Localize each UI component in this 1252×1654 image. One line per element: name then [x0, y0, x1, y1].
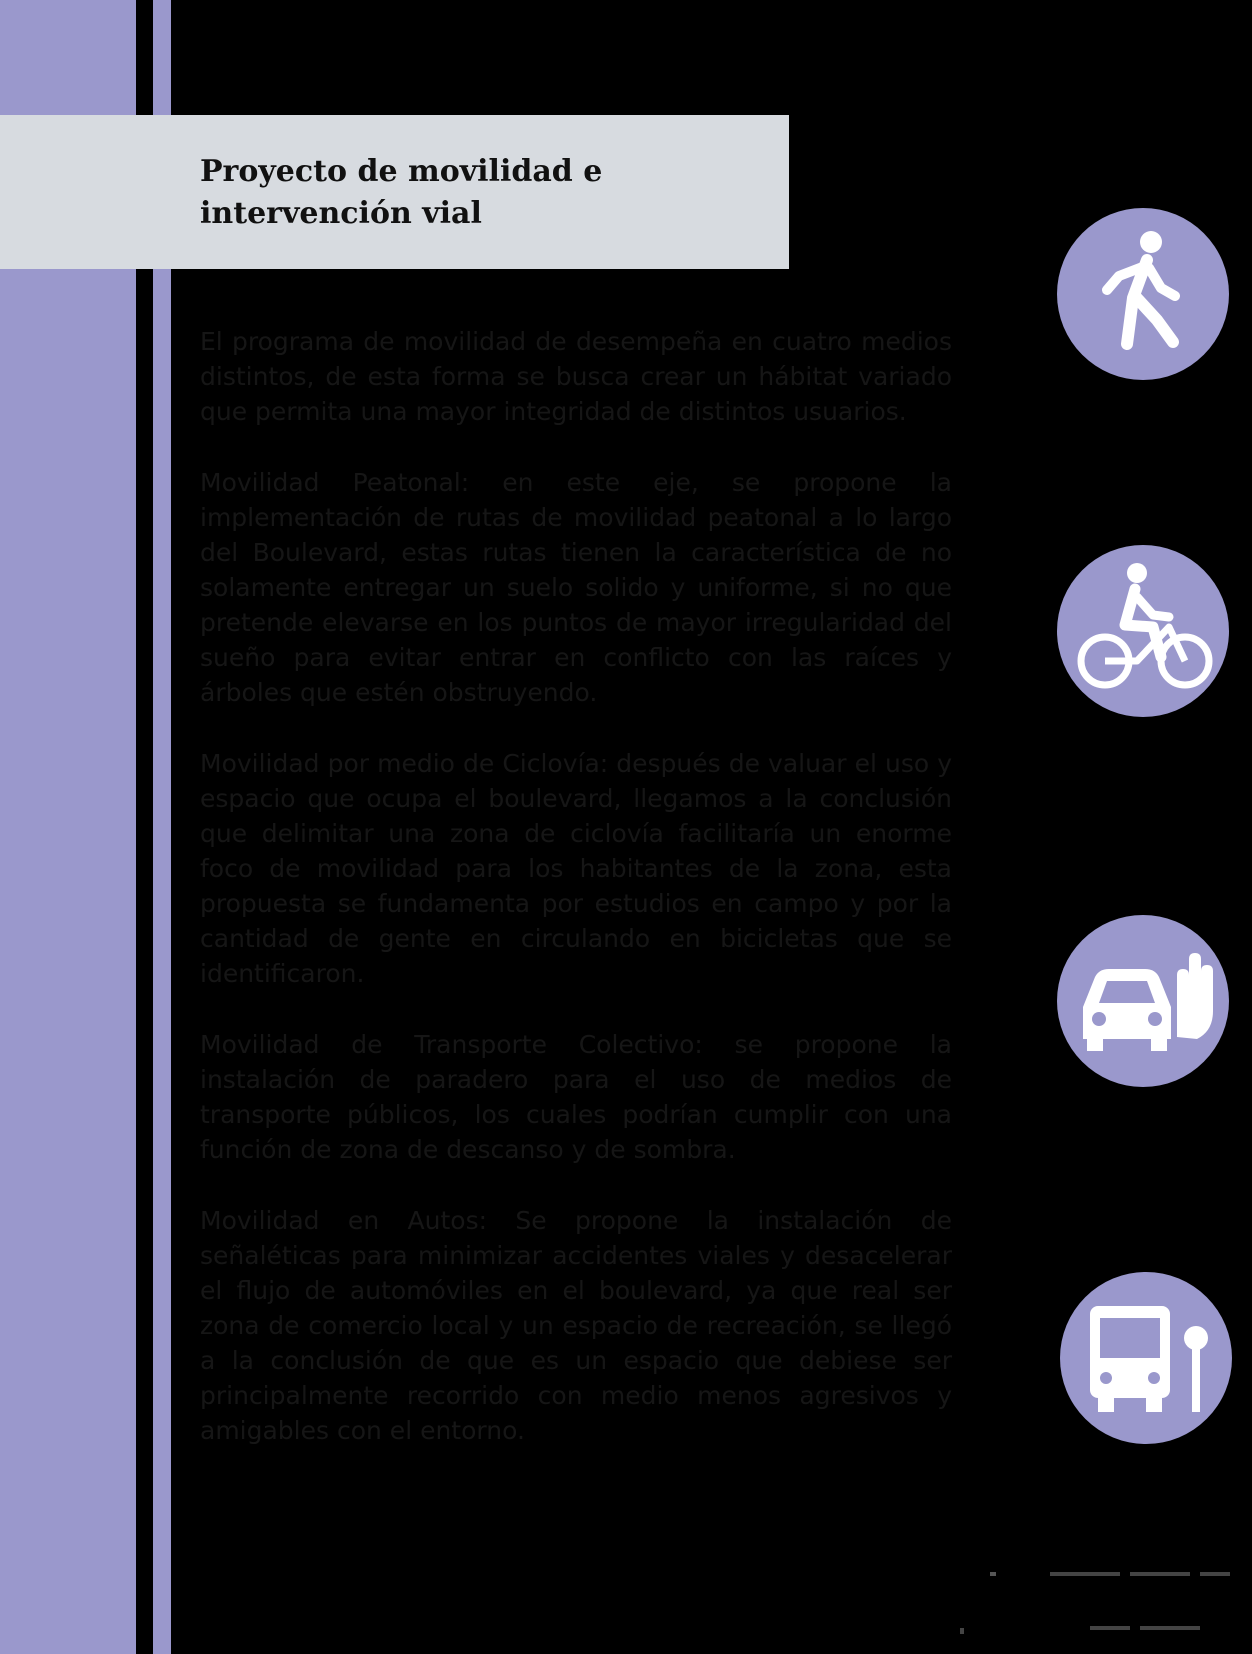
bicycle-icon — [1057, 545, 1229, 717]
paragraph-cars: Movilidad en Autos: Se propone la instalación de señaléticas para minimizar accidentes viales y desacelerar el flujo de automóviles en el boulevard, ya que real ser zona de comercio local y un espacio de recreación, se llegó a la conclusión de que es un espacio que debiese ser principalmente recorrido con medio menos agresivos y amigables con el entorno. — [200, 1206, 952, 1445]
body-text — [200, 324, 952, 1484]
paragraph-intro: El programa de movilidad de desempeña en cuatro medios distintos, de esta forma se busca crear un hábitat variado que permita una mayor integridad de distintos usuarios. — [200, 327, 952, 426]
page-title: Proyecto de movilidad e intervención vial — [200, 154, 603, 231]
pedestrian-icon — [1057, 208, 1229, 380]
paragraph-cycleway: Movilidad por medio de Ciclovía: después de valuar el uso y espacio que ocupa el boulevard, llegamos a la conclusión que delimitar una zona de ciclovía facilitaría un enorme foco de movilidad para los habitantes de la zona, esta propuesta se fundamenta por estudios en campo y por la cantidad de gente en circulando en bicicletas que se identificaron. — [200, 749, 952, 988]
decorative-marks — [960, 1560, 1240, 1640]
bus-stop-icon — [1060, 1272, 1232, 1444]
title-box — [0, 115, 789, 269]
paragraph-public-transport: Movilidad de Transporte Colectivo: se propone la instalación de paradero para el uso de medios de transporte públicos, los cuales podrían cumplir con una función de zona de descanso y de sombra. — [200, 1030, 952, 1164]
paragraph-pedestrian: Movilidad Peatonal: en este eje, se propone la implementación de rutas de movilidad peatonal a lo largo del Boulevard, estas rutas tienen la característica de no solamente entregar un suelo solido y uniforme, si no que pretende elevarse en los puntos de mayor irregularidad del sueño para evitar entrar en conflicto con las raíces y árboles que estén obstruyendo. — [200, 468, 952, 707]
car-stop-icon — [1057, 915, 1229, 1087]
